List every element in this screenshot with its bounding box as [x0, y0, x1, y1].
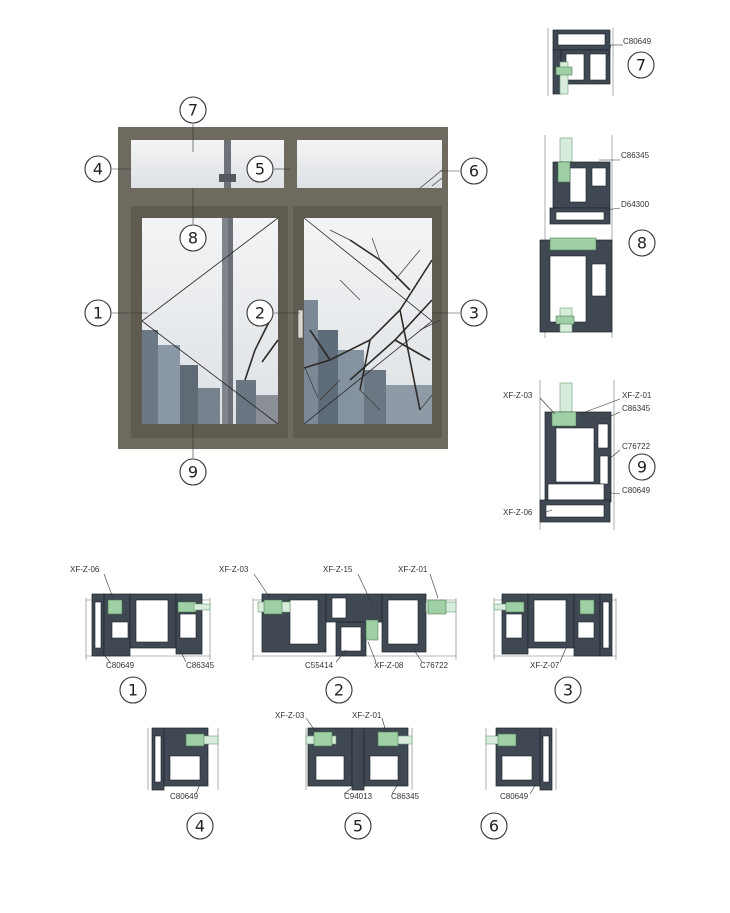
label-s2-xfz15: XF-Z-15 — [323, 565, 353, 574]
transom-pane-right — [297, 140, 442, 188]
label-s9-xfz06: XF-Z-06 — [503, 508, 533, 517]
section-3-drawing — [494, 594, 616, 662]
label-s9-xfz03: XF-Z-03 — [503, 391, 533, 400]
label-s6-c80649: C80649 — [500, 792, 529, 801]
svg-text:6: 6 — [488, 816, 500, 836]
svg-text:7: 7 — [635, 55, 647, 75]
transom-bar — [118, 188, 448, 204]
label-s2-c55414: C55414 — [305, 661, 334, 670]
window-marker-1 — [85, 300, 111, 326]
section-9-callout — [629, 454, 655, 480]
section-5-drawing — [306, 718, 412, 794]
window-handle — [298, 310, 303, 338]
window-marker-label: 6 — [468, 161, 480, 181]
label-s1-xfz06: XF-Z-06 — [70, 565, 100, 574]
window-marker-3 — [461, 300, 487, 326]
window-marker-label: 7 — [187, 100, 199, 120]
section-1-callout — [120, 677, 146, 703]
label-s8-c86345: C86345 — [621, 151, 650, 160]
svg-text:3: 3 — [562, 680, 574, 700]
label-s8-d64300: D64300 — [621, 200, 650, 209]
section-6-drawing — [486, 728, 556, 794]
window-marker-2 — [247, 300, 273, 326]
window-marker-label: 1 — [92, 303, 104, 323]
label-s4-c80649: C80649 — [170, 792, 199, 801]
window-marker-label: 4 — [92, 159, 104, 179]
svg-text:2: 2 — [333, 680, 345, 700]
section-7-drawing — [548, 28, 623, 96]
label-s5-c94013: C94013 — [344, 792, 373, 801]
label-s9-c80649: C80649 — [622, 486, 651, 495]
window-marker-label: 5 — [254, 159, 266, 179]
section-4-callout — [187, 813, 213, 839]
label-s5-c86345: C86345 — [391, 792, 420, 801]
window-marker-4 — [85, 156, 111, 182]
svg-text:4: 4 — [194, 816, 206, 836]
label-s9-c76722: C76722 — [622, 442, 651, 451]
window-marker-label: 3 — [468, 303, 480, 323]
section-5-callout — [345, 813, 371, 839]
section-8-callout — [629, 230, 655, 256]
label-s7-c80649: C80649 — [623, 37, 652, 46]
svg-text:8: 8 — [636, 233, 648, 253]
label-s2-xfz08: XF-Z-08 — [374, 661, 404, 670]
section-6-callout — [481, 813, 507, 839]
section-7-callout — [628, 52, 654, 78]
window-marker-8 — [180, 225, 206, 251]
section-9-drawing — [540, 380, 620, 530]
window-marker-5 — [247, 156, 273, 182]
window-elevation — [112, 124, 460, 458]
svg-text:5: 5 — [352, 816, 364, 836]
label-s9-c86345: C86345 — [622, 404, 651, 413]
window-marker-label: 2 — [254, 303, 266, 323]
label-s3-xfz07: XF-Z-07 — [530, 661, 560, 670]
svg-text:9: 9 — [636, 457, 648, 477]
window-marker-label: 9 — [187, 462, 199, 482]
section-2-drawing — [253, 574, 456, 662]
label-s1-c80649: C80649 — [106, 661, 135, 670]
label-s5-xfz03: XF-Z-03 — [275, 711, 305, 720]
window-marker-9 — [180, 459, 206, 485]
label-s9-xfz01: XF-Z-01 — [622, 391, 652, 400]
label-s1-c86345: C86345 — [186, 661, 215, 670]
label-s2-xfz01: XF-Z-01 — [398, 565, 428, 574]
section-8-drawing — [540, 135, 620, 338]
section-1-drawing — [86, 574, 210, 662]
window-marker-6 — [461, 158, 487, 184]
window-marker-label: 8 — [187, 228, 199, 248]
svg-text:1: 1 — [127, 680, 139, 700]
section-4-drawing — [148, 728, 218, 794]
label-s2-c76722: C76722 — [420, 661, 449, 670]
label-s2-xfz03: XF-Z-03 — [219, 565, 249, 574]
window-marker-7 — [180, 97, 206, 123]
section-3-callout — [555, 677, 581, 703]
label-s5-xfz01: XF-Z-01 — [352, 711, 382, 720]
section-2-callout — [326, 677, 352, 703]
